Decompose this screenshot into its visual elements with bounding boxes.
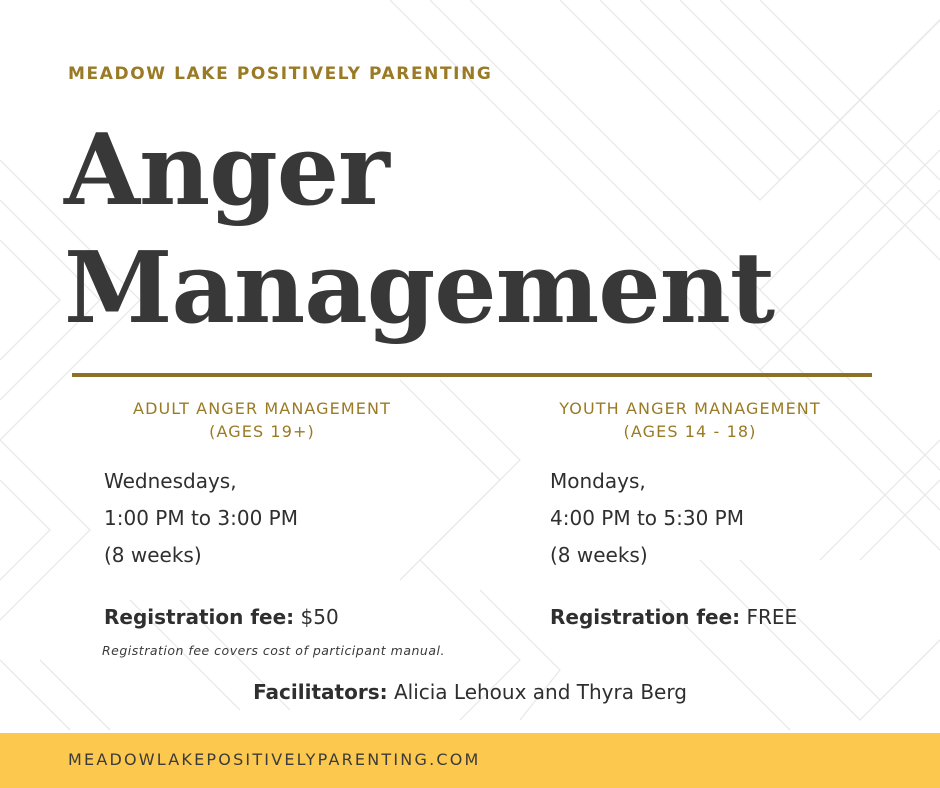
footer-bar xyxy=(0,733,940,788)
schedule-duration: (8 weeks) xyxy=(550,543,648,567)
registration-fee xyxy=(84,605,339,629)
schedule-time: 1:00 PM to 3:00 PM xyxy=(104,506,298,530)
fee-label: Registration fee: xyxy=(104,605,295,629)
program-heading-title: YOUTH ANGER MANAGEMENT xyxy=(559,399,821,418)
fee-note: Registration fee covers cost of participant manual. xyxy=(102,643,445,658)
program-heading-ages: (AGES 14 - 18) xyxy=(623,422,757,441)
organization-name: MEADOW LAKE POSITIVELY PARENTING xyxy=(68,64,493,84)
page-title xyxy=(64,112,774,348)
fee-value: FREE xyxy=(746,605,798,629)
schedule-time: 4:00 PM to 5:30 PM xyxy=(550,506,744,530)
facilitators-line xyxy=(0,680,940,704)
program-heading-ages: (AGES 19+) xyxy=(209,422,315,441)
schedule-duration: (8 weeks) xyxy=(104,543,202,567)
youth-program-column xyxy=(530,397,850,629)
program-schedule xyxy=(530,463,850,574)
program-heading-title: ADULT ANGER MANAGEMENT xyxy=(133,399,391,418)
title-line-2: Management xyxy=(64,231,775,346)
program-schedule xyxy=(84,463,440,574)
facilitators-names: Alicia Lehoux and Thyra Berg xyxy=(393,680,687,704)
website-link[interactable]: MEADOWLAKEPOSITIVELYPARENTING.COM xyxy=(68,750,481,769)
fee-label: Registration fee: xyxy=(550,605,741,629)
program-heading xyxy=(84,397,440,443)
title-line-1: Anger xyxy=(64,113,389,228)
schedule-day: Mondays, xyxy=(550,469,646,493)
facilitators-label: Facilitators: xyxy=(253,680,388,704)
fee-value: $50 xyxy=(300,605,339,629)
schedule-day: Wednesdays, xyxy=(104,469,237,493)
divider-rule xyxy=(72,373,872,377)
registration-fee xyxy=(530,605,797,629)
program-heading xyxy=(530,397,850,443)
adult-program-column xyxy=(84,397,440,629)
